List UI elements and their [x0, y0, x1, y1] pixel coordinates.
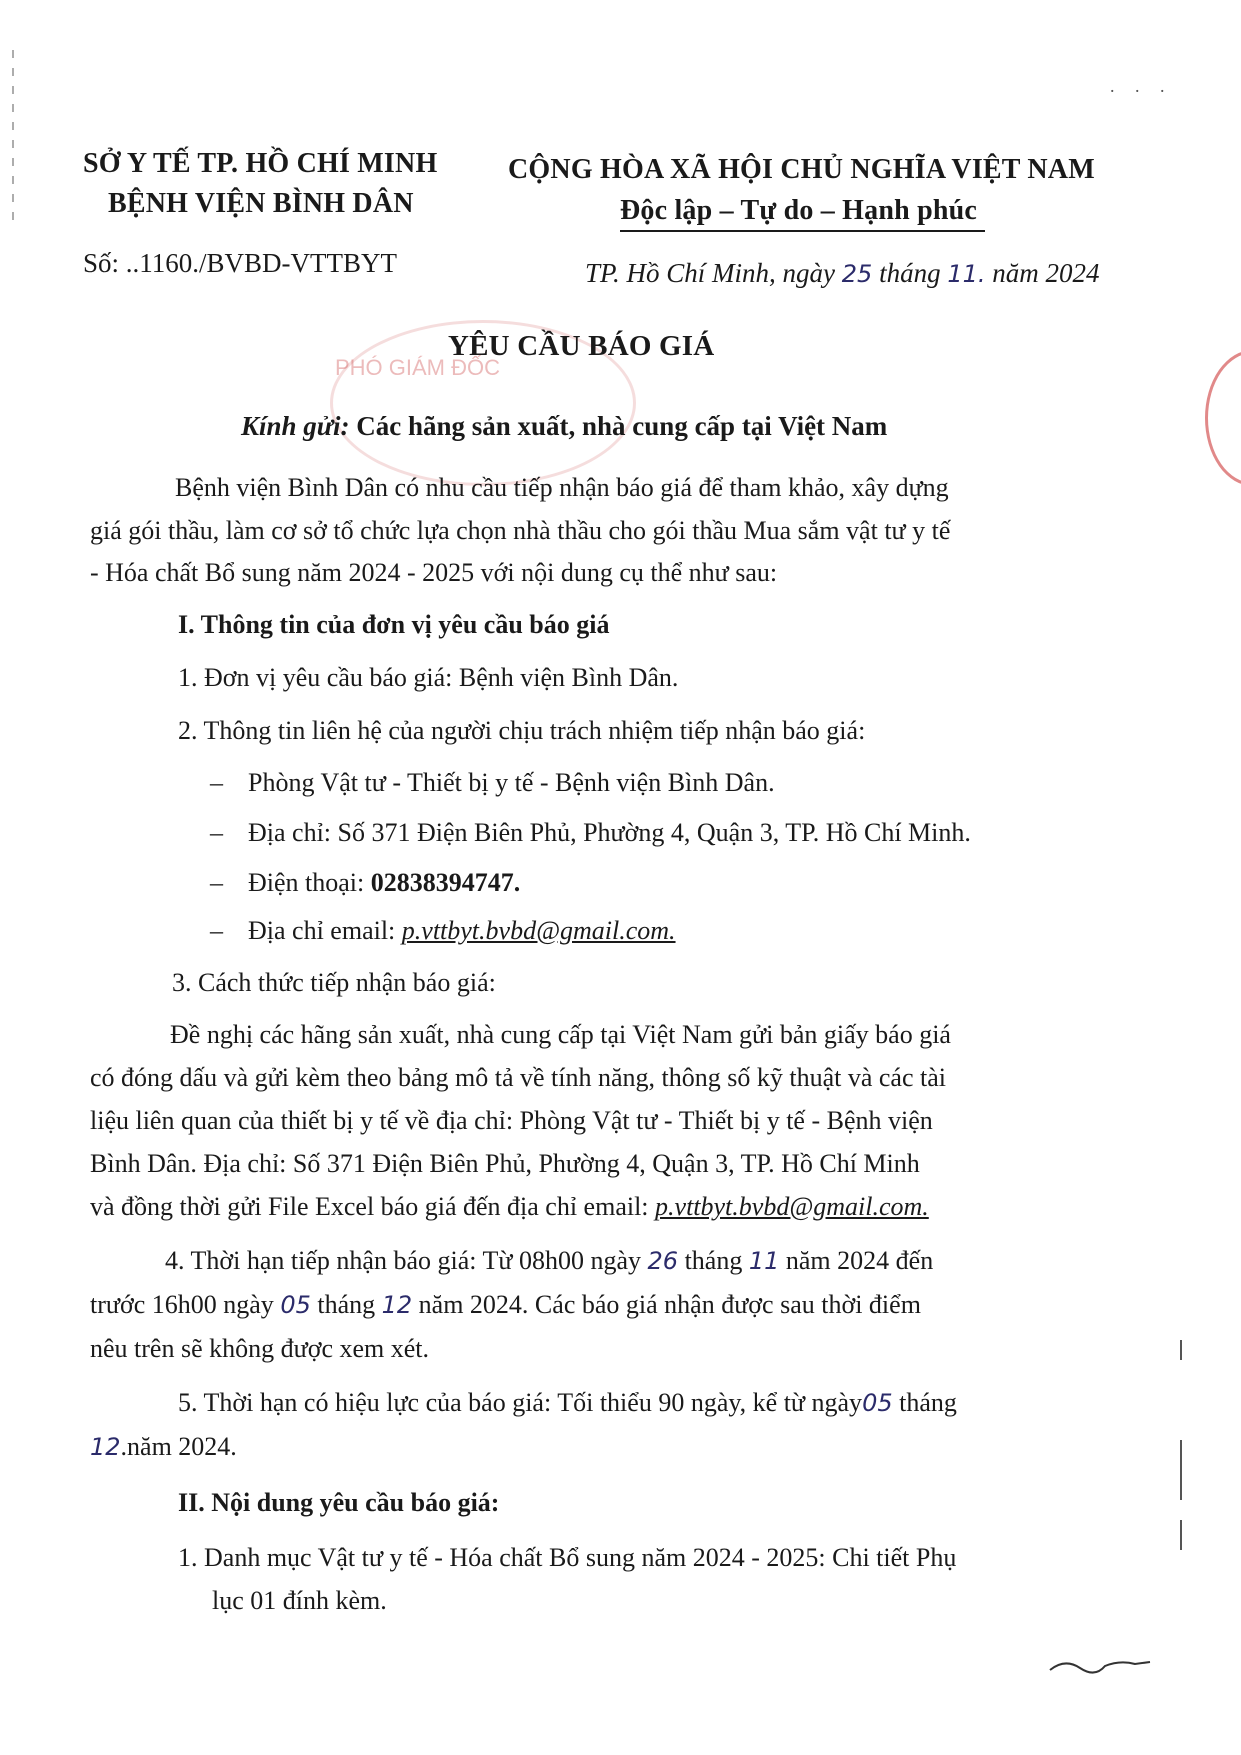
- section1-item3: 3. Cách thức tiếp nhận báo giá:: [172, 968, 496, 997]
- signature-scribble-icon: [1045, 1650, 1155, 1680]
- item3-line-4: Bình Dân. Địa chỉ: Số 371 Điện Biên Phủ, Phường 4, Quận 3, TP. Hồ Chí Minh: [90, 1149, 920, 1178]
- item3-line-3: liệu liên quan của thiết bị y tế về địa chỉ: Phòng Vật tư - Thiết bị y tế - Bệnh viện: [90, 1106, 933, 1135]
- item4-f: năm 2024. Các báo giá nhận được sau thời điểm: [418, 1290, 921, 1319]
- faint-stamp-text: PHÓ GIÁM ĐỐC: [335, 355, 501, 380]
- intro-line-3: - Hóa chất Bổ sung năm 2024 - 2025 với nội dung cụ thể như sau:: [90, 558, 778, 587]
- recipient-text: Các hãng sản xuất, nhà cung cấp tại Việt Nam: [356, 411, 888, 441]
- section1-heading: I. Thông tin của đơn vị yêu cầu báo giá: [178, 610, 610, 639]
- section2-heading: II. Nội dung yêu cầu báo giá:: [178, 1488, 500, 1517]
- recipient-line: [241, 413, 887, 440]
- item4-line-2: [90, 1292, 921, 1318]
- section1-item2: 2. Thông tin liên hệ của người chịu trách nhiệm tiếp nhận báo giá:: [178, 716, 866, 745]
- item4-day: 26: [647, 1247, 679, 1275]
- section2-item1-line1: 1. Danh mục Vật tư y tế - Hóa chất Bổ sung năm 2024 - 2025: Chi tiết Phụ: [178, 1543, 957, 1572]
- agency-line2: BỆNH VIỆN BÌNH DÂN: [108, 188, 414, 219]
- date-line: [585, 260, 1100, 287]
- date-month: 11.: [947, 260, 986, 288]
- bullet-dash-2: –: [210, 818, 223, 847]
- item5-b: tháng: [899, 1388, 957, 1417]
- motto-underline: [620, 230, 985, 232]
- item3-line-1: Đề nghị các hãng sản xuất, nhà cung cấp tại Việt Nam gửi bản giấy báo giá: [170, 1020, 951, 1049]
- section1-bullet3: [248, 870, 520, 896]
- bullet-dash-3: –: [210, 868, 223, 897]
- item5-month: 12: [90, 1433, 121, 1461]
- document-title: YÊU CẦU BÁO GIÁ: [448, 330, 715, 362]
- item3-last-prefix: và đồng thời gửi File Excel báo giá đến địa chỉ email:: [90, 1192, 656, 1221]
- section2-item1-line2: lục 01 đính kèm.: [212, 1586, 387, 1615]
- motto: Độc lập – Tự do – Hạnh phúc: [620, 195, 978, 226]
- item5-day: 05: [862, 1389, 893, 1417]
- date-year: năm 2024: [992, 258, 1100, 288]
- item4-a: 4. Thời hạn tiếp nhận báo giá: Từ 08h00 ngày: [165, 1246, 642, 1275]
- item4-month: 11: [748, 1247, 780, 1275]
- section1-item1: 1. Đơn vị yêu cầu báo giá: Bệnh viện Bình Dân.: [178, 663, 679, 692]
- email-link[interactable]: p.vttbyt.bvbd@gmail.com.: [401, 916, 676, 945]
- section1-bullet2: Địa chỉ: Số 371 Điện Biên Phủ, Phường 4, Quận 3, TP. Hồ Chí Minh.: [248, 818, 971, 847]
- bullet-dash-1: –: [210, 768, 223, 797]
- recipient-label: Kính gửi:: [241, 411, 350, 441]
- phone-label: Điện thoại:: [248, 868, 371, 897]
- bullet-dash-4: –: [210, 916, 223, 945]
- agency-line1: SỞ Y TẾ TP. HỒ CHÍ MINH: [83, 148, 438, 179]
- date-month-label: tháng: [879, 258, 941, 288]
- item3-line-2: có đóng dấu và gửi kèm theo bảng mô tả về tính năng, thông số kỹ thuật và các tài: [90, 1063, 946, 1092]
- item5-a: 5. Thời hạn có hiệu lực của báo giá: Tối thiểu 90 ngày, kể từ ngày: [178, 1388, 863, 1417]
- item4-c: năm 2024 đến: [785, 1246, 934, 1275]
- item3-email-link[interactable]: p.vttbyt.bvbd@gmail.com.: [655, 1192, 929, 1221]
- intro-line-1: Bệnh viện Bình Dân có nhu cầu tiếp nhận báo giá để tham khảo, xây dựng: [175, 473, 949, 502]
- item5-c: .năm 2024.: [120, 1432, 237, 1461]
- email-label: Địa chỉ email:: [248, 916, 402, 945]
- scan-edge-marks: [6, 40, 24, 320]
- number-label: Số:: [83, 248, 120, 278]
- date-day: 25: [841, 260, 873, 288]
- item4-day2: 05: [280, 1291, 311, 1319]
- item3-line-5: [90, 1194, 929, 1220]
- number-value: ..1160./BVBD-VTTBYT: [125, 248, 398, 278]
- phone-value: 02838394747.: [370, 868, 521, 897]
- top-right-scan-dots: . . .: [1110, 76, 1173, 96]
- section1-bullet4: [248, 918, 676, 944]
- item5-line-2: [90, 1434, 237, 1460]
- item4-e: tháng: [317, 1290, 376, 1319]
- red-stamp-edge: [1205, 350, 1241, 486]
- item5-line-1: [178, 1390, 957, 1416]
- intro-line-2: giá gói thầu, làm cơ sở tổ chức lựa chọn nhà thầu cho gói thầu Mua sắm vật tư y tế: [90, 516, 951, 545]
- document-number: [83, 250, 397, 277]
- section1-bullet1: Phòng Vật tư - Thiết bị y tế - Bệnh viện Bình Dân.: [248, 768, 775, 797]
- item4-d: trước 16h00 ngày: [90, 1290, 274, 1319]
- item4-line-1: [165, 1248, 933, 1274]
- item4-line-3: nêu trên sẽ không được xem xét.: [90, 1334, 430, 1363]
- item4-month2: 12: [381, 1291, 413, 1319]
- date-prefix: TP. Hồ Chí Minh, ngày: [585, 258, 836, 288]
- item4-b: tháng: [684, 1246, 743, 1275]
- republic-title: CỘNG HÒA XÃ HỘI CHỦ NGHĨA VIỆT NAM: [508, 154, 1095, 185]
